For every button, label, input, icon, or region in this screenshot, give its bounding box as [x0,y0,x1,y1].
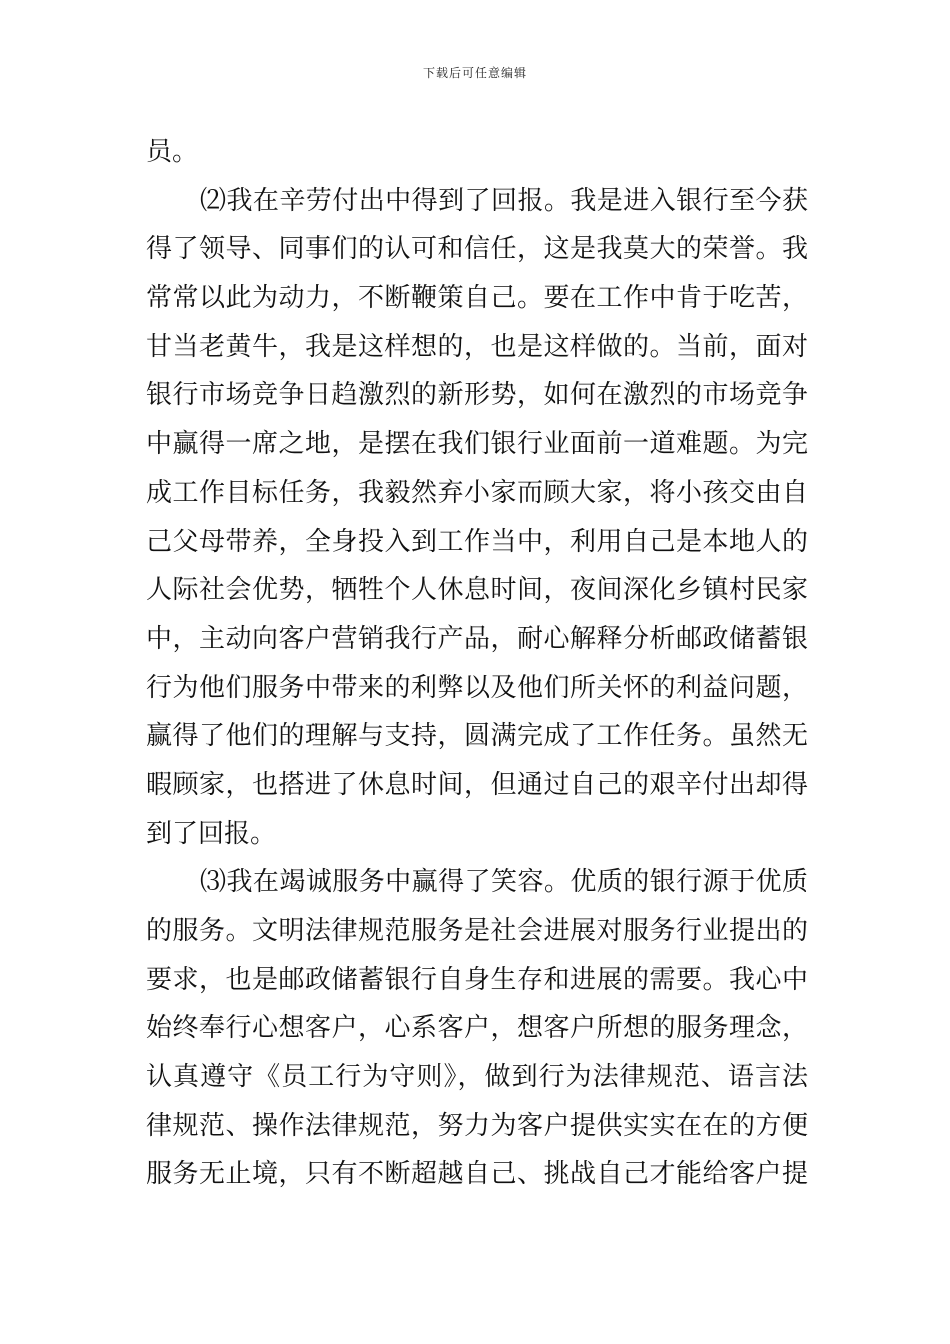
page-header: 下载后可任意编辑 [422,66,527,80]
text-line: ⑵我在辛劳付出中得到了回报。我是进入银行至今获 [200,185,808,216]
text-line: 中，主动向客户营销我行产品，耐心解释分析邮政储蓄银 [146,623,808,654]
text-line: 服务无止境，只有不断超越自己、挑战自己才能给客户提 [146,1159,808,1190]
text-line: 己父母带养，全身投入到工作当中，利用自己是本地人的 [146,526,808,557]
text-line: ⑶我在竭诚服务中赢得了笑容。优质的银行源于优质 [200,867,808,898]
text-line: 甘当老黄牛，我是这样想的，也是这样做的。当前，面对 [146,331,808,362]
text-line: 暇顾家，也搭进了休息时间，但通过自己的艰辛付出却得 [146,769,808,800]
text-line: 成工作目标任务，我毅然弃小家而顾大家，将小孩交由自 [146,477,808,508]
body-text [146,128,808,1199]
text-line: 要求，也是邮政储蓄银行自身生存和进展的需要。我心中 [146,964,808,995]
text-line: 员。 [146,137,199,167]
text-line: 得了领导、同事们的认可和信任，这是我莫大的荣誉。我 [146,234,808,265]
text-line: 始终奉行心想客户，心系客户，想客户所想的服务理念， [146,1013,808,1044]
text-line: 的服务。文明法律规范服务是社会进展对服务行业提出的 [146,916,808,946]
text-line: 赢得了他们的理解与支持，圆满完成了工作任务。虽然无 [146,721,808,752]
text-line: 中赢得一席之地，是摆在我们银行业面前一道难题。为完 [146,429,808,460]
text-line: 律规范、操作法律规范，努力为客户提供实实在在的方便 [146,1110,808,1141]
text-line: 人际社会优势，牺牲个人休息时间，夜间深化乡镇村民家 [146,575,808,606]
text-line: 常常以此为动力，不断鞭策自己。要在工作中肯于吃苦， [146,283,808,314]
text-line: 认真遵守《员工行为守则》，做到行为法律规范、语言法 [146,1062,808,1093]
text-line: 到了回报。 [146,818,277,849]
text-line: 银行市场竞争日趋激烈的新形势，如何在激烈的市场竞争 [146,380,808,411]
text-line: 行为他们服务中带来的利弊以及他们所关怀的利益问题， [146,672,808,703]
